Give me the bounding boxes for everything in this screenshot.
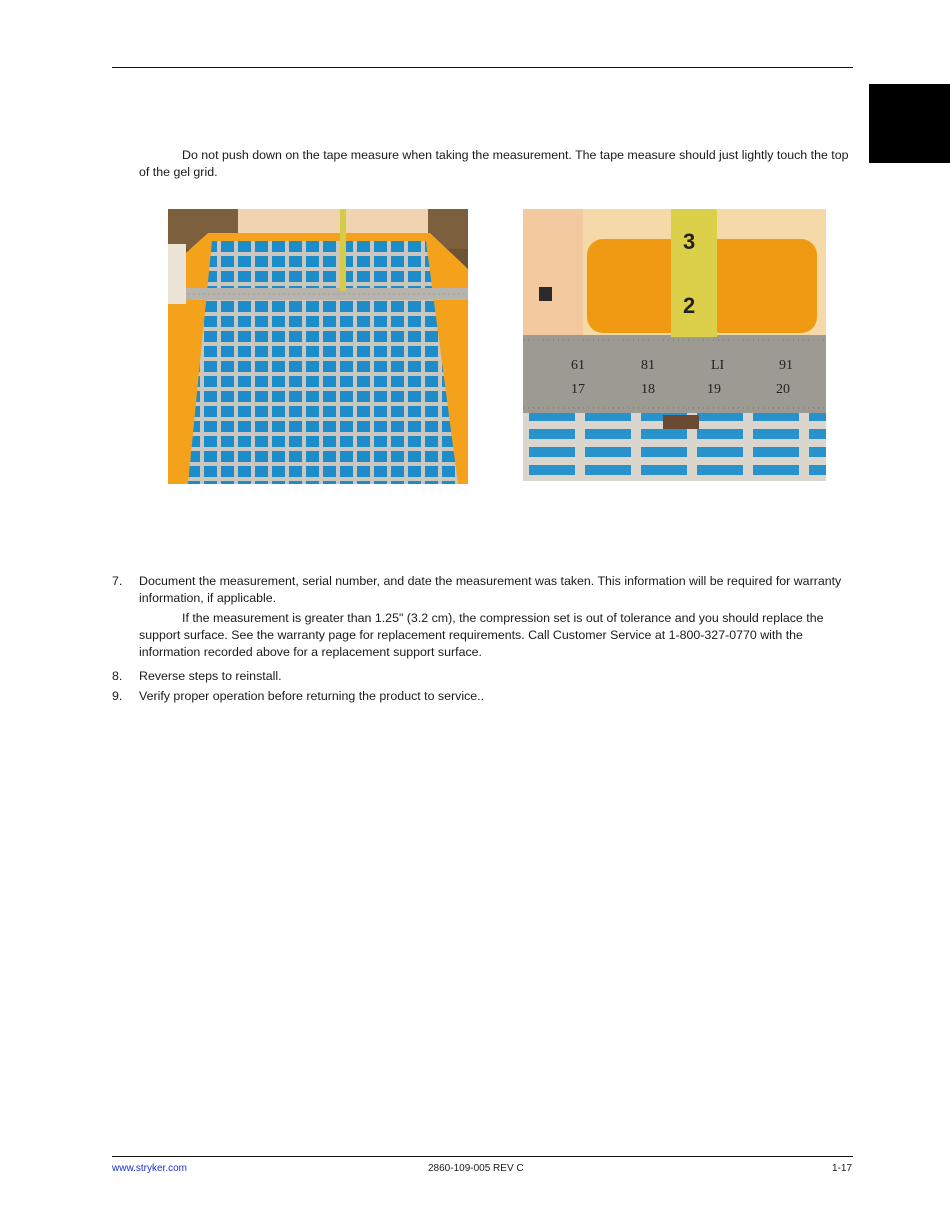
step-text: Verify proper operation before returning the product to service.. [139,689,485,703]
footer-website-link[interactable]: www.stryker.com [112,1163,188,1174]
step7-note: If the measurement is greater than 1.25" (3.2 cm), the compression set is out of tolerance and you should replace the support surface. See the warranty page for replacement requirements. Call Customer Service at 1-800-327-0770 with the information recorded above for a replacement support surface. [139,611,824,659]
footer-doc-number: 2860-109-005 REV C [428,1163,524,1174]
header-rule [112,67,853,68]
gel-grid-measurement-overview-photo [168,209,468,484]
ruler-top-number: 61 [571,358,585,373]
tape-number-3: 3 [683,229,696,254]
ruler-bottom-number: 18 [641,382,655,397]
ruler-top-number: 81 [641,358,655,373]
footer-page-number: 1-17 [831,1163,852,1174]
step-number: 9. [112,689,123,703]
ruler-bottom-number: 17 [571,382,585,397]
ruler-bottom-number: 19 [707,382,721,397]
footer-rule [112,1156,853,1157]
step-text: Reverse steps to reinstall. [139,669,282,683]
intro-note: Do not push down on the tape measure when taking the measurement. The tape measure should just lightly touch the top of the gel grid. [139,148,849,179]
tape-number-2: 2 [683,293,696,318]
ruler-closeup-photo [523,209,826,481]
ruler-bottom-number: 20 [776,382,790,397]
section-tab [869,84,950,163]
step-number: 8. [112,669,123,683]
ruler-top-number: LI [711,358,725,373]
ruler-top-number: 91 [779,358,793,373]
step-text: Document the measurement, serial number, and date the measurement was taken. This information will be required for warranty information, if applicable. [139,574,842,605]
step-number: 7. [112,574,123,588]
